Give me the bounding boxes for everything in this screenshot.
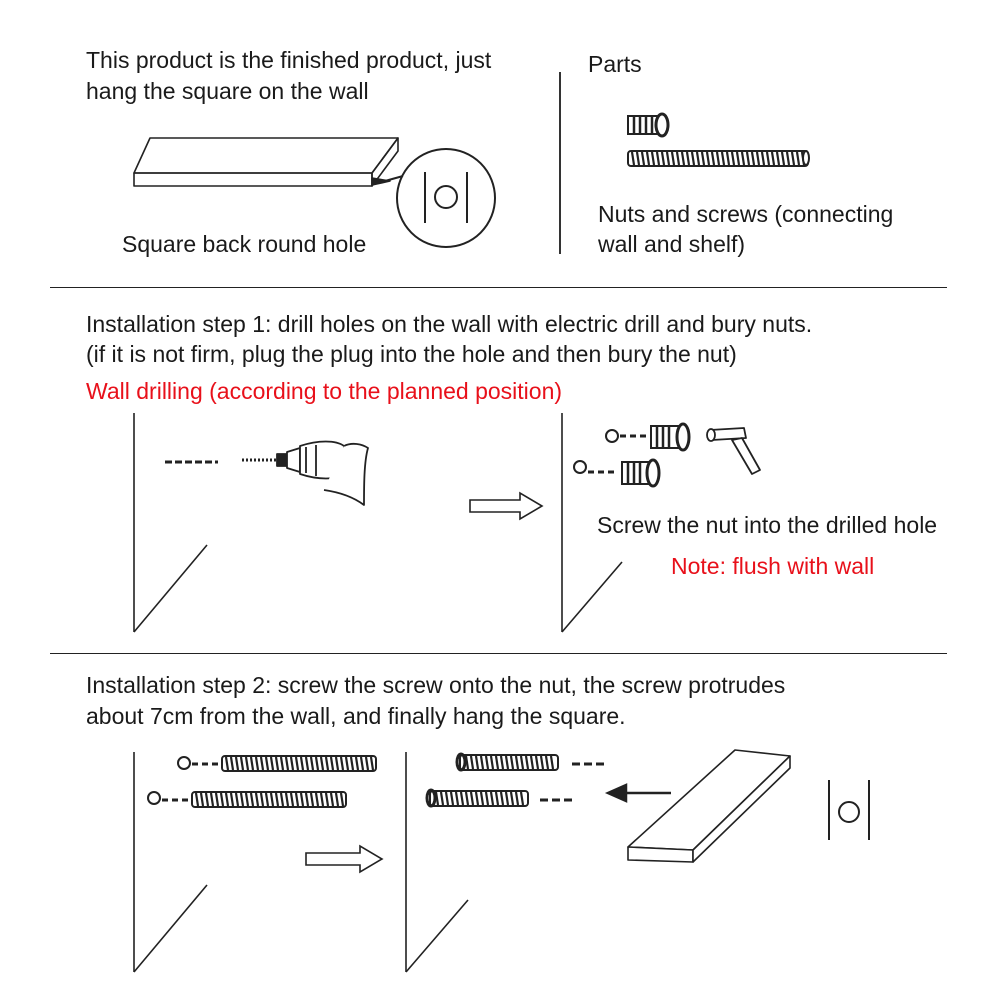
screw-thread [201, 793, 203, 806]
screw-thread [456, 792, 458, 805]
screw-thread [531, 756, 533, 769]
screw-thread [346, 757, 348, 770]
screw-thread [551, 756, 553, 769]
intro-line-1: This product is the finished product, just [86, 47, 492, 73]
screw-thread [286, 793, 288, 806]
wall-icon [134, 752, 468, 972]
screw-thread [546, 756, 548, 769]
parts-desc-line-1: Nuts and screws (connecting [598, 201, 894, 227]
screw-thread [451, 792, 453, 805]
screw-thread [286, 757, 288, 770]
screw-thread [226, 793, 228, 806]
screw-thread [336, 793, 338, 806]
screw-thread [326, 757, 328, 770]
screw-thread [271, 793, 273, 806]
screw-thread [306, 793, 308, 806]
screw-nut-caption: Screw the nut into the drilled hole [597, 512, 938, 538]
flush-note: Note: flush with wall [671, 553, 875, 579]
screw-thread [236, 793, 238, 806]
screw-thread [446, 792, 448, 805]
screw-thread [511, 756, 513, 769]
step1-line-2: (if it is not firm, plug the plug into the hole and then bury the nut) [86, 341, 737, 367]
screw-thread [471, 756, 473, 769]
shelf-board-icon [628, 750, 790, 862]
screw-thread [536, 756, 538, 769]
screw-thread [526, 756, 528, 769]
arrow-left-icon [608, 785, 671, 801]
screw-thread [491, 756, 493, 769]
screw-thread [331, 757, 333, 770]
screw-thread [211, 793, 213, 806]
screw-thread [266, 793, 268, 806]
screw-thread [516, 792, 518, 805]
screw-thread [281, 757, 283, 770]
screw-thread [236, 757, 238, 770]
screw-thread [296, 757, 298, 770]
screw-thread [216, 793, 218, 806]
screw-thread [511, 792, 513, 805]
screw-thread [321, 793, 323, 806]
drilling-label: Wall drilling (according to the planned position) [86, 378, 563, 404]
screw-thread [261, 793, 263, 806]
screw-thread [276, 757, 278, 770]
screw-thread [331, 793, 333, 806]
screw-thread [341, 793, 343, 806]
screw-thread [496, 756, 498, 769]
step2-line-2: about 7cm from the wall, and finally hang the square. [86, 703, 626, 729]
screw-thread [276, 793, 278, 806]
screw-thread [481, 792, 483, 805]
screw-thread [521, 756, 523, 769]
step2-line-1: Installation step 2: screw the screw onto the nut, the screw protrudes [86, 672, 786, 698]
screw-thread [221, 793, 223, 806]
screw-thread [231, 757, 233, 770]
screw-thread [506, 792, 508, 805]
screw-thread [541, 756, 543, 769]
screw-thread [231, 793, 233, 806]
screw-thread [241, 757, 243, 770]
arrow-right-icon [306, 846, 382, 872]
screw-thread [486, 756, 488, 769]
screw-thread [306, 757, 308, 770]
screw-thread [501, 756, 503, 769]
screw-thread [521, 792, 523, 805]
screw-thread [326, 793, 328, 806]
screw-thread [301, 757, 303, 770]
screw-thread [371, 757, 373, 770]
screw-thread [476, 756, 478, 769]
screw-thread [226, 757, 228, 770]
screw-thread [471, 792, 473, 805]
screw-thread [516, 756, 518, 769]
intro-line-2: hang the square on the wall [86, 78, 369, 104]
step1-line-1: Installation step 1: drill holes on the wall with electric drill and bury nuts. [86, 311, 813, 337]
parts-desc-line-2: wall and shelf) [598, 231, 746, 257]
screw-thread [296, 793, 298, 806]
screw-thread [266, 757, 268, 770]
screw-thread [466, 792, 468, 805]
screw-thread [441, 792, 443, 805]
screw-thread [311, 757, 313, 770]
screw-thread [251, 757, 253, 770]
screw-thread [271, 757, 273, 770]
screw-thread [291, 757, 293, 770]
screw-thread [481, 756, 483, 769]
screw-thread [196, 793, 198, 806]
screw-thread [301, 793, 303, 806]
screw-thread [281, 793, 283, 806]
screw-thread [251, 793, 253, 806]
screw-thread [291, 793, 293, 806]
screw-thread [366, 757, 368, 770]
screw-thread [261, 757, 263, 770]
screw-thread [476, 792, 478, 805]
hole-caption: Square back round hole [122, 231, 367, 257]
screw-thread [361, 757, 363, 770]
screw-thread [246, 757, 248, 770]
screw-thread [506, 756, 508, 769]
screw-thread [356, 757, 358, 770]
screw-thread [311, 793, 313, 806]
screw-thread [256, 793, 258, 806]
screw-thread [486, 792, 488, 805]
screw-thread [316, 793, 318, 806]
screw-thread [341, 757, 343, 770]
parts-title: Parts [588, 51, 642, 77]
screw-thread [241, 793, 243, 806]
screw-thread [206, 793, 208, 806]
screw-thread [316, 757, 318, 770]
screw-thread [491, 792, 493, 805]
round-hole-icon [829, 780, 869, 840]
screw-thread [461, 792, 463, 805]
screw-thread [496, 792, 498, 805]
screw-thread [351, 757, 353, 770]
screw-thread [256, 757, 258, 770]
screw-thread [321, 757, 323, 770]
screw-thread [246, 793, 248, 806]
screw-thread [336, 757, 338, 770]
screw-thread [501, 792, 503, 805]
